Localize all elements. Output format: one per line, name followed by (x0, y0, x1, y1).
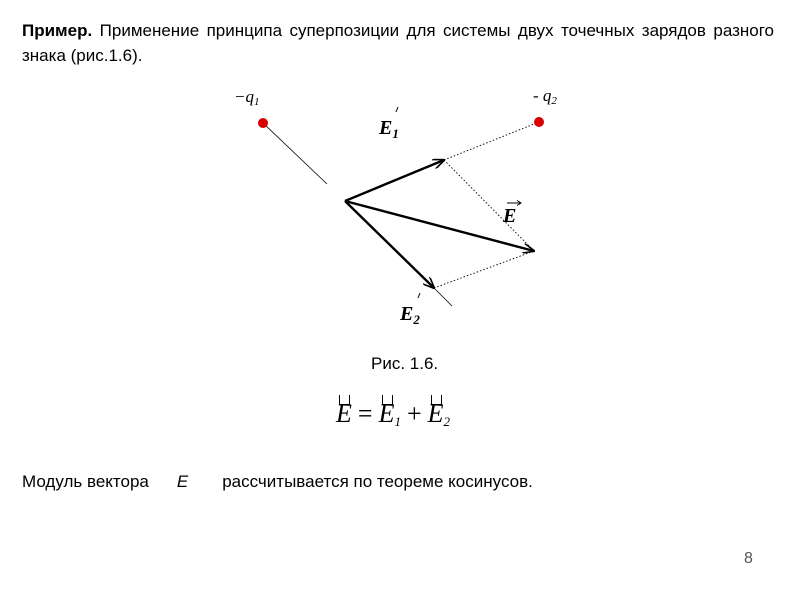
q1-connection-line (263, 123, 327, 184)
e2-parallelogram-dotted-line (434, 251, 534, 288)
bottom-text-before: Модуль вектора (22, 472, 149, 491)
vector-box-icon (382, 395, 393, 405)
charge-q2-label: - q2 (533, 86, 557, 107)
vector-e1-accent (396, 107, 398, 112)
formula-term2: E (428, 392, 444, 436)
charge-q1-dot (258, 118, 268, 128)
bottom-vector-symbol: E (176, 472, 189, 491)
intro-text: Применение принципа суперпозиции для системы двух точечных зарядов разного знака (рис.1.6). (22, 21, 774, 65)
vector-e2-accent (418, 293, 420, 298)
charge-q1-label: −q1 (234, 87, 260, 108)
vector-e1-label: $E_1$ (379, 117, 399, 141)
vector-e1-arrow (345, 160, 444, 201)
vector-e2-arrow (345, 201, 434, 288)
vector-box-icon (431, 395, 442, 405)
formula-term2-sub: 2 (443, 414, 451, 429)
page-number: 8 (744, 550, 753, 567)
charge-q2-dot (534, 117, 544, 127)
formula-equals: = (357, 399, 373, 428)
vector-e-label: E (503, 205, 517, 227)
e2-extension-line (434, 288, 452, 306)
e1-to-q2-dotted-line (444, 122, 539, 160)
superposition-formula (336, 392, 450, 436)
figure-caption: Рис. 1.6. (371, 354, 439, 373)
bottom-text-after: рассчитывается по теореме косинусов. (222, 472, 533, 491)
formula-term1: E (379, 392, 395, 436)
vector-box-icon (339, 395, 350, 405)
bottom-text (22, 472, 533, 492)
formula-lhs: E (336, 392, 352, 436)
e1-parallelogram-dotted-line (444, 160, 534, 251)
formula-term1-sub: 1 (394, 414, 401, 429)
example-label: Пример. (22, 21, 93, 40)
formula-plus: + (406, 399, 422, 428)
vector-e2-label: $E_2$ (400, 303, 420, 327)
